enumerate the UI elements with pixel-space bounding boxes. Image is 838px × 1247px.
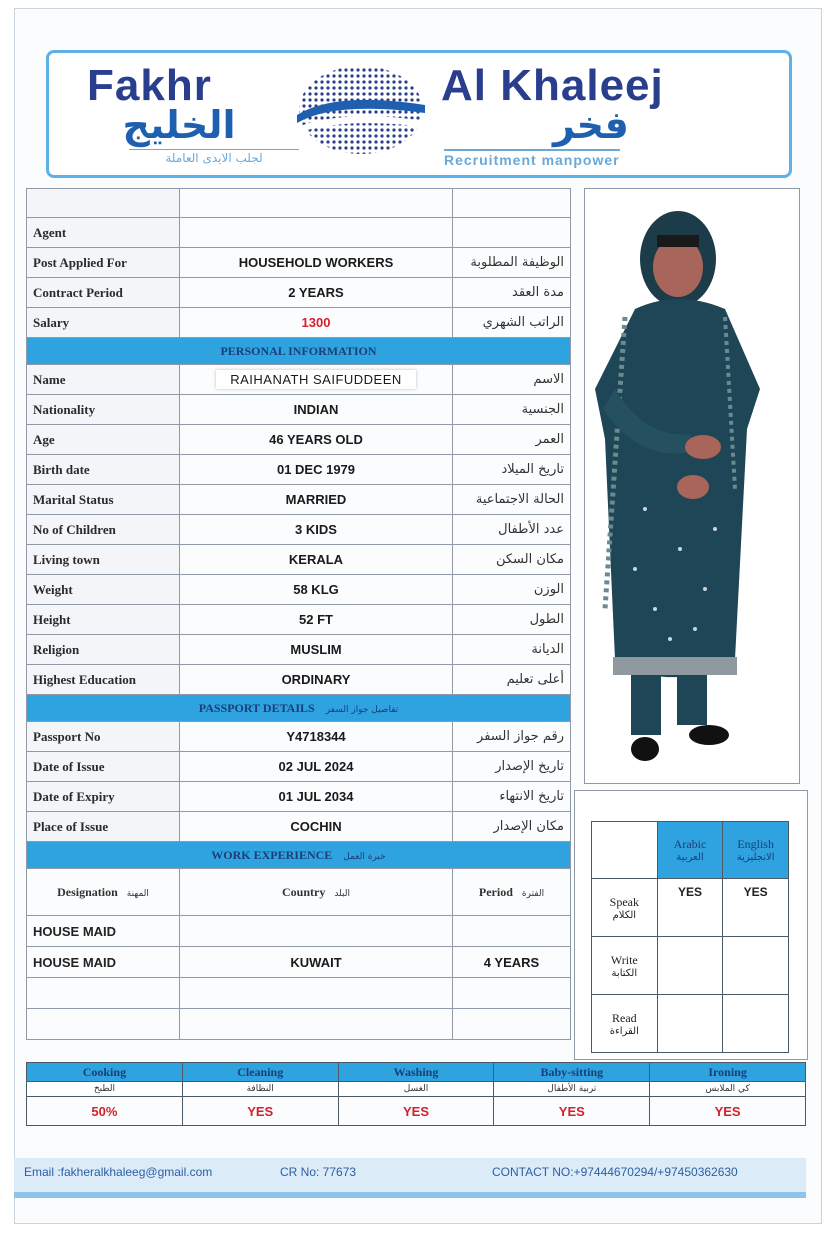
field-label-arabic: الراتب الشهري <box>453 308 571 338</box>
language-row <box>592 879 789 937</box>
field-value: MARRIED <box>180 485 453 515</box>
language-row <box>592 937 789 995</box>
table-row <box>27 545 571 575</box>
column-header-designation <box>27 869 180 916</box>
tagline-english: Recruitment manpower <box>444 149 620 168</box>
country-label: Country <box>281 884 326 899</box>
arabic-read-value <box>657 995 723 1053</box>
section-title <box>27 695 571 722</box>
language-header-row <box>592 822 789 879</box>
field-label-arabic: الاسم <box>453 365 571 395</box>
table-row <box>27 635 571 665</box>
skill-label: Write <box>610 952 638 967</box>
skill-name: Ironing <box>650 1063 806 1082</box>
field-label: Agent <box>27 218 180 248</box>
designation-label: Designation <box>57 884 118 899</box>
field-label: Birth date <box>27 455 180 485</box>
field-label-arabic: عدد الأطفال <box>453 515 571 545</box>
field-label: Weight <box>27 575 180 605</box>
field-label-arabic <box>453 218 571 248</box>
table-row <box>27 752 571 782</box>
skill-name-ar: النظافة <box>182 1082 338 1097</box>
work-designation <box>27 978 180 1009</box>
skill-value: 50% <box>27 1097 183 1126</box>
language-row <box>592 995 789 1053</box>
section-title <box>27 842 571 869</box>
table-row <box>27 365 571 395</box>
applicant-details-table <box>26 188 571 1040</box>
skill-label-ar: الكتابة <box>611 967 638 979</box>
skill-name-ar: كي الملابس <box>650 1082 806 1097</box>
work-period <box>453 916 571 947</box>
skill-value: YES <box>338 1097 494 1126</box>
field-value: ORDINARY <box>180 665 453 695</box>
work-row <box>27 978 571 1009</box>
field-label: Living town <box>27 545 180 575</box>
language-skills-box <box>574 790 808 1060</box>
tagline-arabic: لجلب الايدى العاملة <box>129 149 299 165</box>
skill-name: Cleaning <box>182 1063 338 1082</box>
table-row <box>27 189 571 218</box>
work-country: KUWAIT <box>180 947 453 978</box>
brand-name-left: Fakhr <box>87 61 212 110</box>
english-read-value <box>723 995 789 1053</box>
field-value: 58 KLG <box>180 575 453 605</box>
work-period <box>453 978 571 1009</box>
table-row <box>27 395 571 425</box>
field-label-arabic: أعلى تعليم <box>453 665 571 695</box>
work-header-row <box>27 869 571 916</box>
field-label: Height <box>27 605 180 635</box>
skills-arabic-row <box>27 1082 806 1097</box>
footer-contact-number: CONTACT NO:+97444670294/+97450362630 <box>492 1165 738 1179</box>
skills-header-row <box>27 1063 806 1082</box>
english-write-value <box>723 937 789 995</box>
table-row <box>27 485 571 515</box>
work-country <box>180 1009 453 1040</box>
table-row <box>27 218 571 248</box>
work-country <box>180 916 453 947</box>
skill-name-ar: الغسل <box>338 1082 494 1097</box>
work-country <box>180 978 453 1009</box>
skill-label: Read <box>612 1010 637 1025</box>
section-header-passport <box>27 695 571 722</box>
field-label: Marital Status <box>27 485 180 515</box>
skill-label-ar: القراءة <box>609 1025 639 1037</box>
country-label-ar: البلد <box>334 888 350 899</box>
field-value: COCHIN <box>180 812 453 842</box>
skills-value-row <box>27 1097 806 1126</box>
skill-label-ar: الكلام <box>612 909 637 921</box>
field-label: Age <box>27 425 180 455</box>
field-label-arabic: تاريخ الميلاد <box>453 455 571 485</box>
skill-value: YES <box>494 1097 650 1126</box>
field-value: 2 YEARS <box>180 278 453 308</box>
work-period <box>453 1009 571 1040</box>
skill-value: YES <box>650 1097 806 1126</box>
language-skill-label <box>592 879 658 937</box>
field-label-arabic: تاريخ الإصدار <box>453 752 571 782</box>
brand-name-right: Al Khaleej <box>441 61 664 110</box>
field-label-arabic: تاريخ الانتهاء <box>453 782 571 812</box>
section-title: PERSONAL INFORMATION <box>27 338 571 365</box>
field-label: Contract Period <box>27 278 180 308</box>
field-value: INDIAN <box>180 395 453 425</box>
blank-cell <box>27 189 180 218</box>
field-label-arabic: الوزن <box>453 575 571 605</box>
table-row <box>27 782 571 812</box>
table-row <box>27 605 571 635</box>
column-header-country <box>180 869 453 916</box>
field-label: Post Applied For <box>27 248 180 278</box>
section-title-en: WORK EXPERIENCE <box>211 847 333 862</box>
section-title-ar: خبرة العمل <box>343 851 386 862</box>
work-row <box>27 916 571 947</box>
skill-value: YES <box>182 1097 338 1126</box>
column-header-arabic <box>657 822 723 879</box>
arabic-label: Arabic <box>673 837 707 851</box>
section-header-personal <box>27 338 571 365</box>
language-skill-label <box>592 995 658 1053</box>
field-value: 01 DEC 1979 <box>180 455 453 485</box>
work-period: 4 YEARS <box>453 947 571 978</box>
field-label-arabic: الديانة <box>453 635 571 665</box>
table-row <box>27 575 571 605</box>
company-letterhead <box>46 50 792 178</box>
field-value: KERALA <box>180 545 453 575</box>
field-value: 02 JUL 2024 <box>180 752 453 782</box>
table-row <box>27 308 571 338</box>
field-label-arabic: الطول <box>453 605 571 635</box>
blank-cell <box>453 189 571 218</box>
language-skill-label <box>592 937 658 995</box>
skill-label: Speak <box>609 894 639 909</box>
field-value: 46 YEARS OLD <box>180 425 453 455</box>
work-designation: HOUSE MAID <box>27 947 180 978</box>
english-label: English <box>737 837 774 851</box>
salary-value: 1300 <box>180 308 453 338</box>
field-label-arabic: مكان الإصدار <box>453 812 571 842</box>
field-label: Place of Issue <box>27 812 180 842</box>
skills-table <box>26 1062 806 1126</box>
blank-cell <box>180 189 453 218</box>
field-value: 52 FT <box>180 605 453 635</box>
applicant-photo <box>584 188 800 784</box>
work-designation <box>27 1009 180 1040</box>
skill-name: Washing <box>338 1063 494 1082</box>
skill-name-ar: تربية الأطفال <box>494 1082 650 1097</box>
brand-arabic-right: فخر <box>553 103 629 147</box>
blank-cell <box>592 822 658 879</box>
field-label-arabic: مكان السكن <box>453 545 571 575</box>
applicant-name: RAIHANATH SAIFUDDEEN <box>216 370 416 389</box>
field-label: Passport No <box>27 722 180 752</box>
work-designation: HOUSE MAID <box>27 916 180 947</box>
table-row <box>27 278 571 308</box>
name-value-cell <box>180 365 453 395</box>
footer-cr-number: CR No: 77673 <box>280 1165 357 1179</box>
field-label-arabic: العمر <box>453 425 571 455</box>
english-speak-value: YES <box>723 879 789 937</box>
table-row <box>27 455 571 485</box>
contact-footer <box>14 1158 806 1198</box>
work-row <box>27 1009 571 1040</box>
field-label-arabic: رقم جواز السفر <box>453 722 571 752</box>
language-table <box>591 821 789 1053</box>
arabic-write-value <box>657 937 723 995</box>
field-value <box>180 218 453 248</box>
field-label-arabic: الوظيفة المطلوبة <box>453 248 571 278</box>
field-label-arabic: الجنسية <box>453 395 571 425</box>
english-label-ar: الانجليزية <box>736 852 775 863</box>
table-row <box>27 425 571 455</box>
column-header-english <box>723 822 789 879</box>
field-label: Date of Expiry <box>27 782 180 812</box>
person-silhouette-icon <box>585 189 799 783</box>
table-row <box>27 665 571 695</box>
field-label: Name <box>27 365 180 395</box>
field-label: Highest Education <box>27 665 180 695</box>
field-label: Nationality <box>27 395 180 425</box>
field-label-arabic: مدة العقد <box>453 278 571 308</box>
table-row <box>27 248 571 278</box>
field-value: HOUSEHOLD WORKERS <box>180 248 453 278</box>
section-title-ar: تفاصيل جواز السفر <box>325 704 399 715</box>
field-value: 01 JUL 2034 <box>180 782 453 812</box>
field-label-arabic: الحالة الاجتماعية <box>453 485 571 515</box>
field-label: Date of Issue <box>27 752 180 782</box>
field-value: Y4718344 <box>180 722 453 752</box>
column-header-period <box>453 869 571 916</box>
footer-email: Email :fakheralkhaleeg@gmail.com <box>24 1165 213 1179</box>
table-row <box>27 812 571 842</box>
field-label: Salary <box>27 308 180 338</box>
designation-label-ar: المهنة <box>126 888 149 899</box>
company-logo-icon <box>295 61 427 159</box>
field-label: Religion <box>27 635 180 665</box>
arabic-speak-value: YES <box>657 879 723 937</box>
brand-arabic-left: الخليج <box>122 103 236 147</box>
arabic-label-ar: العربية <box>676 852 704 863</box>
table-row <box>27 515 571 545</box>
period-label-ar: الفترة <box>521 888 545 899</box>
skill-name: Cooking <box>27 1063 183 1082</box>
section-header-work <box>27 842 571 869</box>
period-label: Period <box>478 884 513 899</box>
table-row <box>27 722 571 752</box>
work-row <box>27 947 571 978</box>
field-label: No of Children <box>27 515 180 545</box>
field-value: MUSLIM <box>180 635 453 665</box>
skill-name-ar: الطبخ <box>27 1082 183 1097</box>
skill-name: Baby-sitting <box>494 1063 650 1082</box>
section-title-en: PASSPORT DETAILS <box>198 700 315 715</box>
field-value: 3 KIDS <box>180 515 453 545</box>
